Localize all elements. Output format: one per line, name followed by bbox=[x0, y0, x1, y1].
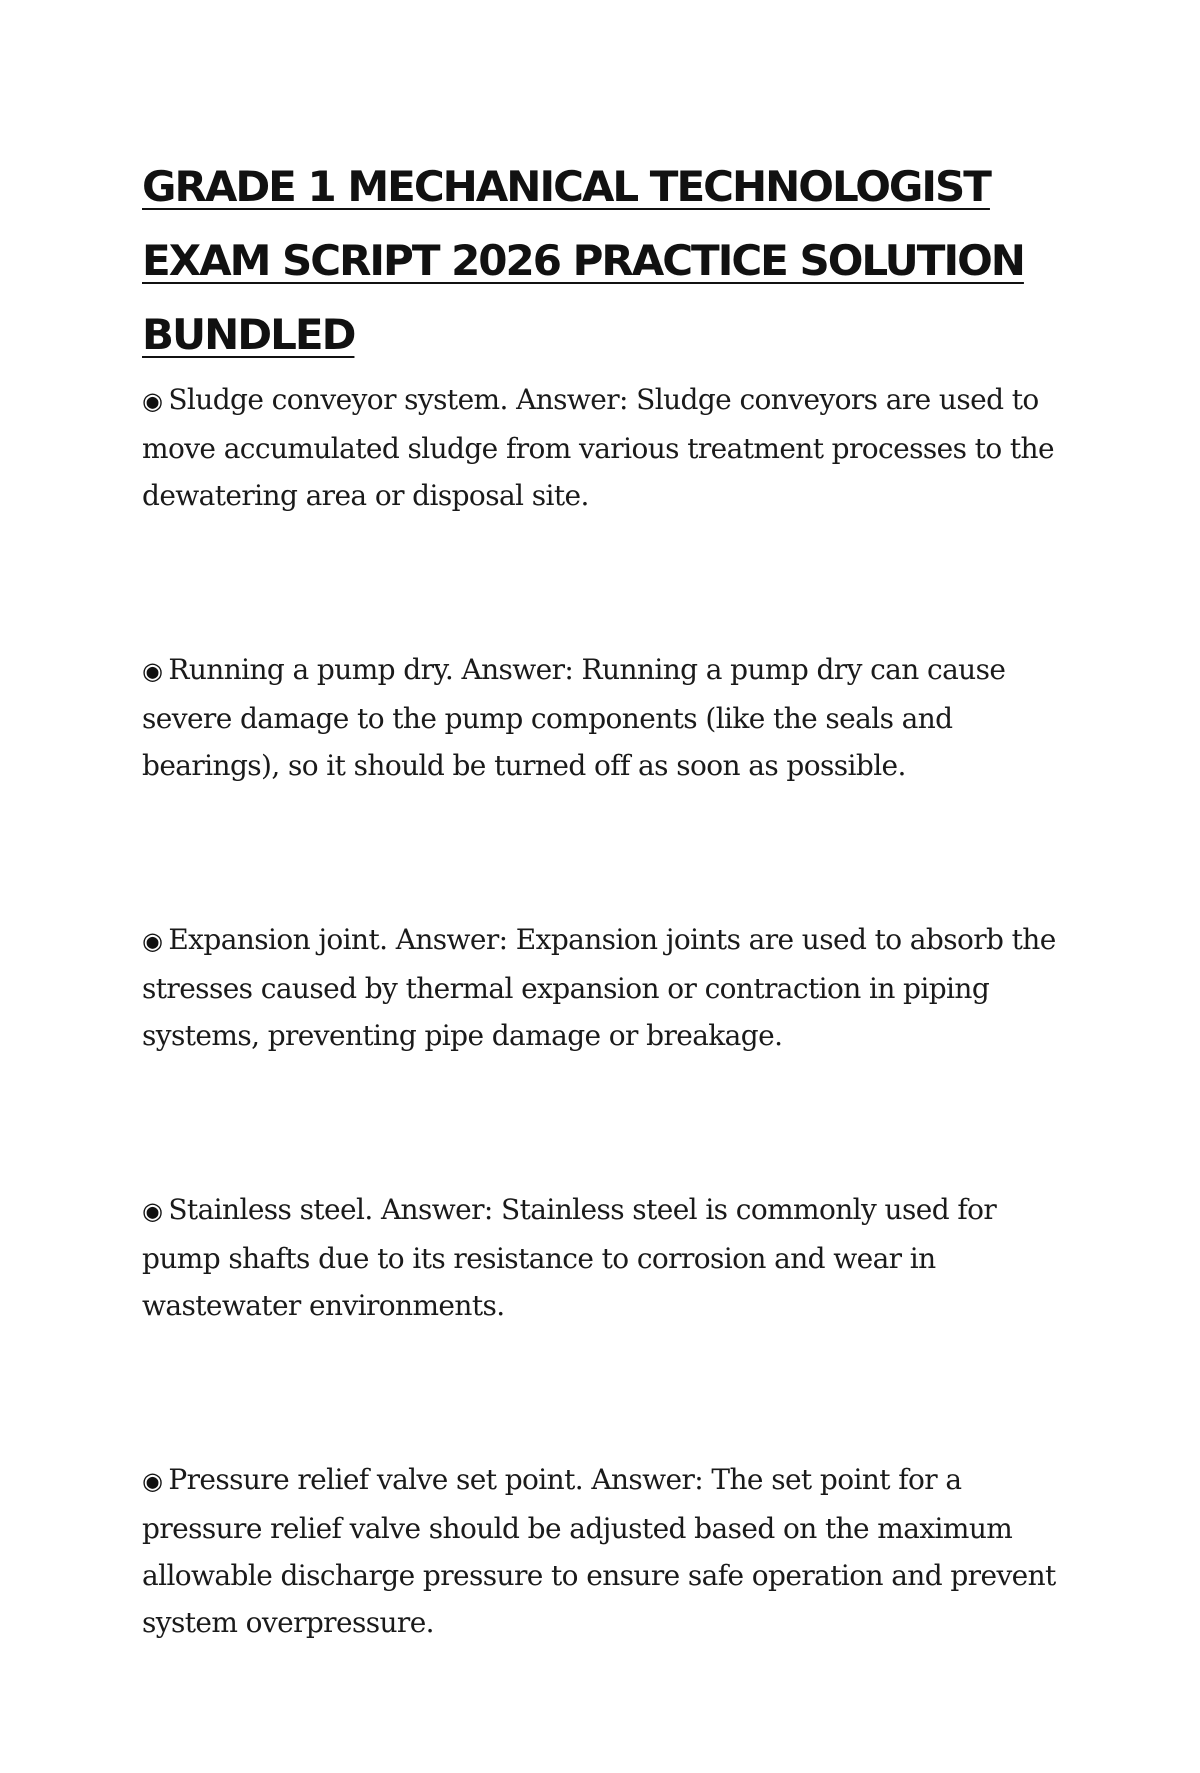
qa-item-text: Sludge conveyor system. Answer: Sludge conveyors are used to move accumulated sludge from various treatment processes to the dewatering area or disposal site. bbox=[142, 383, 1054, 512]
qa-item bbox=[142, 376, 1062, 519]
qa-item bbox=[142, 646, 1062, 789]
qa-item-text: Pressure relief valve set point. Answer: The set point for a pressure relief valve should be adjusted based on the maximum allowable discharge pressure to ensure safe operation and prevent system overpressure. bbox=[142, 1463, 1056, 1639]
qa-item bbox=[142, 1186, 1062, 1329]
qa-list bbox=[142, 376, 1062, 1773]
document-title: GRADE 1 MECHANICAL TECHNOLOGIST EXAM SCRIPT 2026 PRACTICE SOLUTION BUNDLED bbox=[142, 162, 1024, 359]
bullet-icon: ◉ bbox=[142, 1467, 163, 1495]
qa-item-text: Stainless steel. Answer: Stainless steel is commonly used for pump shafts due to its resistance to corrosion and wear in wastewater environments. bbox=[142, 1193, 997, 1322]
bullet-icon: ◉ bbox=[142, 1197, 163, 1225]
qa-item bbox=[142, 1456, 1062, 1646]
bullet-icon: ◉ bbox=[142, 657, 163, 685]
qa-item bbox=[142, 916, 1062, 1059]
bullet-icon: ◉ bbox=[142, 387, 163, 415]
bullet-icon: ◉ bbox=[142, 927, 163, 955]
qa-item-text: Running a pump dry. Answer: Running a pump dry can cause severe damage to the pump components (like the seals and bearings), so it should be turned off as soon as possible. bbox=[142, 653, 1006, 782]
qa-item-text: Expansion joint. Answer: Expansion joints are used to absorb the stresses caused by thermal expansion or contraction in piping systems, preventing pipe damage or breakage. bbox=[142, 923, 1056, 1052]
